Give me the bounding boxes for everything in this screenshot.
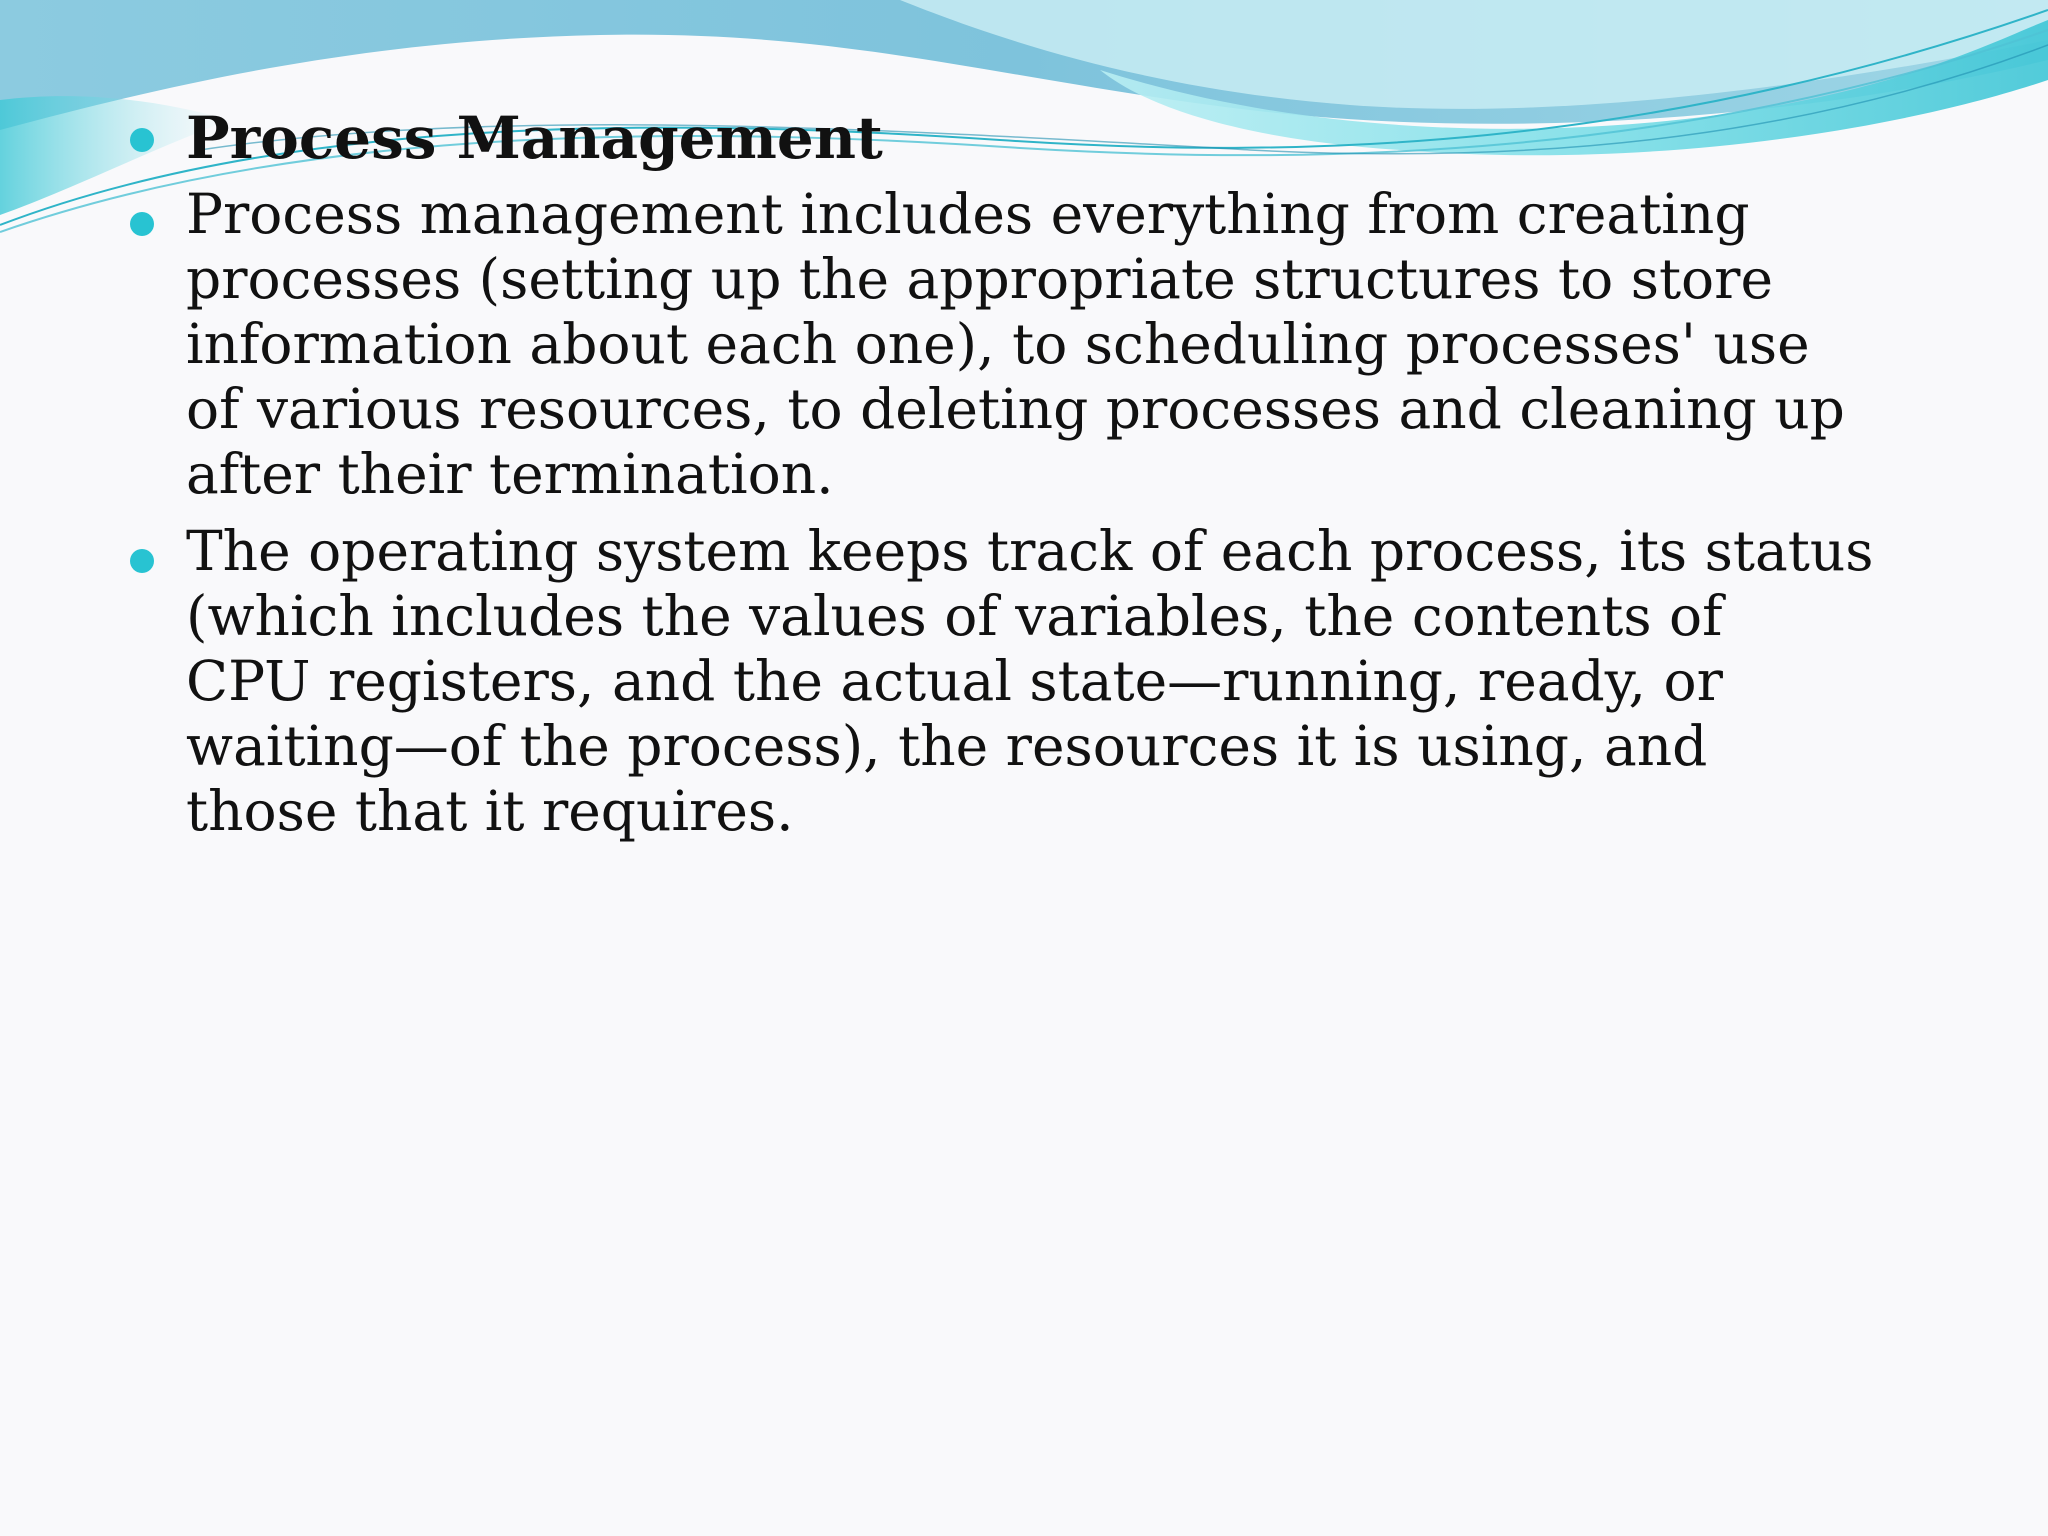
paragraph-line: of various resources, to deleting processes and cleaning up	[186, 377, 1845, 441]
paragraph-line: those that it requires.	[186, 779, 794, 843]
paragraph-line: processes (setting up the appropriate structures to store	[186, 247, 1773, 311]
bullet-process-management-description	[128, 182, 1948, 507]
heading-text: Process Management	[186, 104, 883, 172]
bullet-list	[128, 102, 1948, 844]
paragraph-line: CPU registers, and the actual state—running, ready, or	[186, 649, 1723, 713]
paragraph-line: The operating system keeps track of each process, its status	[186, 519, 1874, 583]
bullet-os-tracking-description	[128, 519, 1948, 844]
paragraph-line: Process management includes everything from creating	[186, 182, 1750, 246]
paragraph-line: after their termination.	[186, 442, 834, 506]
bullet-dot	[130, 128, 154, 152]
paragraph-line: waiting—of the process), the resources it is using, and	[186, 714, 1708, 778]
paragraph-line: information about each one), to scheduling processes' use	[186, 312, 1810, 376]
bullet-dot	[130, 212, 154, 236]
bullet-dot	[130, 549, 154, 573]
paragraph-line: (which includes the values of variables, the contents of	[186, 584, 1723, 648]
bullet-heading	[128, 102, 1948, 174]
